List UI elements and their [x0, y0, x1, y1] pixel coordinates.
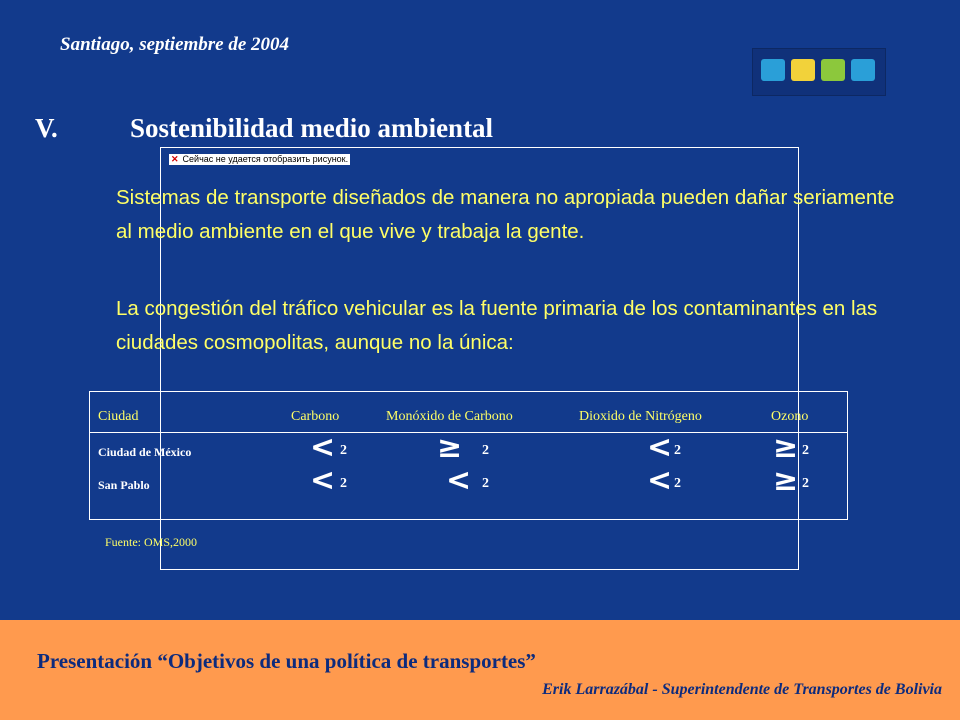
footer-author: Erik Larrazábal - Superintendente de Transportes de Bolivia — [542, 681, 942, 698]
comparison-symbol: < — [647, 463, 673, 498]
table-cell-value: 2 — [482, 443, 489, 458]
table-header-divider — [89, 432, 848, 433]
logo — [752, 48, 886, 96]
table-source: Fuente: OMS,2000 — [105, 535, 198, 549]
logo-cube-3 — [821, 59, 845, 81]
broken-image-text: Сейчас не удается отобразить рисунок. — [182, 154, 349, 164]
broken-image-icon: ✕ — [171, 154, 179, 164]
paragraph-1: Sistemas de transporte diseñados de manera no apropiada pueden dañar seriamente al medio ambiente en el que vive y trabaja la gente. — [116, 186, 895, 243]
table-cell-value: 2 — [802, 476, 809, 491]
table-cell-value: 2 — [482, 476, 489, 491]
table-cell-value: 2 — [674, 476, 681, 491]
section-title: Sostenibilidad medio ambiental — [130, 113, 494, 143]
table-header-carbono: Carbono — [291, 409, 340, 424]
footer-title: Presentación “Objetivos de una política de transportes” — [37, 649, 536, 673]
table-header-monoxido: Monóxido de Carbono — [386, 409, 513, 424]
logo-cube-4 — [851, 59, 875, 81]
logo-cube-2 — [791, 59, 815, 81]
table-cell-value: 2 — [340, 443, 347, 458]
comparison-symbol: < — [310, 463, 336, 498]
table-header-dioxido: Dioxido de Nitrógeno — [579, 409, 702, 424]
table-cell-value: 2 — [802, 443, 809, 458]
comparison-symbol: ≥ — [773, 430, 799, 465]
table-row-city: Ciudad de México — [98, 445, 192, 459]
broken-image-placeholder — [169, 154, 350, 165]
comparison-symbol: ≥ — [437, 430, 463, 465]
logo-cube-1 — [761, 59, 785, 81]
table-header-ozono: Ozono — [771, 409, 809, 424]
comparison-symbol: < — [647, 430, 673, 465]
comparison-symbol: < — [446, 463, 472, 498]
comparison-symbol: ≥ — [773, 463, 799, 498]
table-cell-value: 2 — [340, 476, 347, 491]
table-cell-value: 2 — [674, 443, 681, 458]
comparison-symbol: < — [310, 430, 336, 465]
paragraph-2: La congestión del tráfico vehicular es la fuente primaria de los contaminantes en las ciudades cosmopolitas, aunque no la única: — [116, 297, 878, 354]
table-header-ciudad: Ciudad — [98, 409, 139, 424]
table-row-city: San Pablo — [98, 478, 150, 492]
presentation-date: Santiago, septiembre de 2004 — [60, 34, 290, 55]
section-number: V. — [35, 113, 58, 143]
